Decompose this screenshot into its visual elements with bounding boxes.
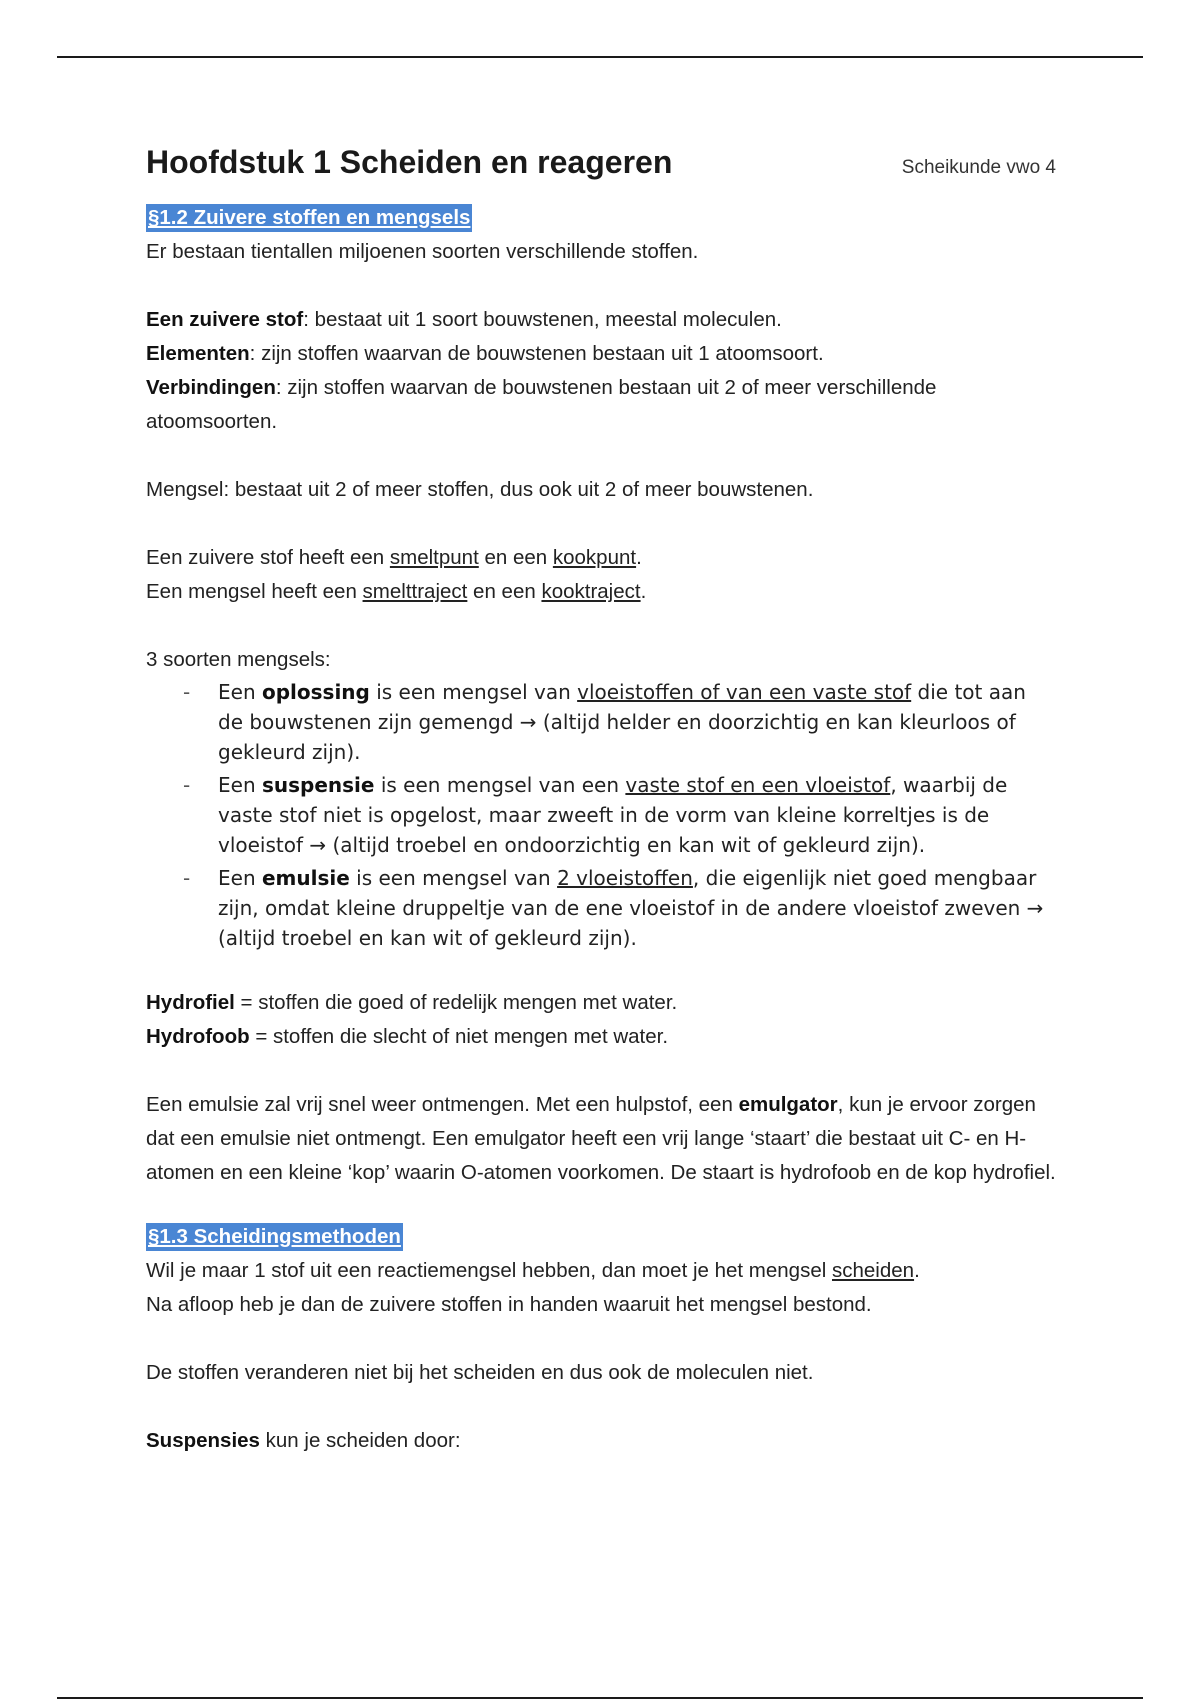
mengsels-list bbox=[146, 677, 1056, 953]
definition-elementen: Elementen: zijn stoffen waarvan de bouwstenen bestaan uit 1 atoomsoort. bbox=[146, 342, 824, 365]
mengsels-intro: 3 soorten mengsels: bbox=[146, 648, 331, 671]
intro-text: Er bestaan tientallen miljoenen soorten verschillende stoffen. bbox=[146, 240, 699, 263]
definition-zuivere-stof: Een zuivere stof: bestaat uit 1 soort bouwstenen, meestal moleculen. bbox=[146, 308, 782, 331]
page-title: Hoofdstuk 1 Scheiden en reageren bbox=[146, 144, 673, 180]
document-page bbox=[146, 140, 1056, 1458]
section-heading-1-2: §1.2 Zuivere stoffen en mengsels bbox=[146, 204, 472, 232]
list-item-emulsie: - Een emulsie is een mengsel van 2 vloeistoffen, die eigenlijk niet goed mengbaar zijn, omdat kleine druppeltje van de ene vloeistof in de andere vloeistof zweven → (altijd troebel en kan wit of gekleurd zijn). bbox=[183, 866, 1044, 950]
scheiden-moleculen: De stoffen veranderen niet bij het scheiden en dus ook de moleculen niet. bbox=[146, 1361, 814, 1384]
title-row bbox=[146, 140, 1056, 185]
zuivere-stof-punten: Een zuivere stof heeft een smeltpunt en een kookpunt. bbox=[146, 546, 642, 569]
section-heading-1-3: §1.3 Scheidingsmethoden bbox=[146, 1223, 403, 1251]
definition-verbindingen: Verbindingen: zijn stoffen waarvan de bouwstenen bestaan uit 2 of meer verschillende atoomsoorten. bbox=[146, 376, 937, 433]
bottom-rule bbox=[57, 1697, 1143, 1699]
subject-label: Scheikunde vwo 4 bbox=[901, 157, 1056, 178]
list-item-oplossing: - Een oplossing is een mengsel van vloeistoffen of van een vaste stof die tot aan de bouwstenen zijn gemengd → (altijd helder en doorzichtig en kan kleurloos of gekleurd zijn). bbox=[183, 680, 1026, 764]
definition-mengsel: Mengsel: bestaat uit 2 of meer stoffen, dus ook uit 2 of meer bouwstenen. bbox=[146, 478, 814, 501]
list-item-suspensie: - Een suspensie is een mengsel van een vaste stof en een vloeistof, waarbij de vaste stof niet is opgelost, maar zweeft in de vorm van kleine korreltjes is de vloeistof → (altijd troebel en ondoorzichtig en kan wit of gekleurd zijn). bbox=[183, 773, 1008, 857]
scheiden-intro: Wil je maar 1 stof uit een reactiemengsel hebben, dan moet je het mengsel scheiden. bbox=[146, 1259, 920, 1282]
scheiden-afloop: Na afloop heb je dan de zuivere stoffen in handen waaruit het mengsel bestond. bbox=[146, 1293, 872, 1316]
definition-hydrofiel: Hydrofiel = stoffen die goed of redelijk mengen met water. bbox=[146, 991, 678, 1014]
definition-hydrofoob: Hydrofoob = stoffen die slecht of niet mengen met water. bbox=[146, 1025, 669, 1048]
suspensies-scheiden: Suspensies kun je scheiden door: bbox=[146, 1429, 461, 1452]
mengsel-trajecten: Een mengsel heeft een smelttraject en een kooktraject. bbox=[146, 580, 647, 603]
top-rule bbox=[57, 56, 1143, 58]
emulgator-paragraph: Een emulsie zal vrij snel weer ontmengen. Met een hulpstof, een emulgator, kun je ervoor zorgen dat een emulsie niet ontmengt. Een emulgator heeft een vrij lange ‘staart’ die bestaat uit C- en H-atomen en een kleine ‘kop’ waarin O-atomen voorkomen. De staart is hydrofoob en de kop hydrofiel. bbox=[146, 1093, 1056, 1184]
